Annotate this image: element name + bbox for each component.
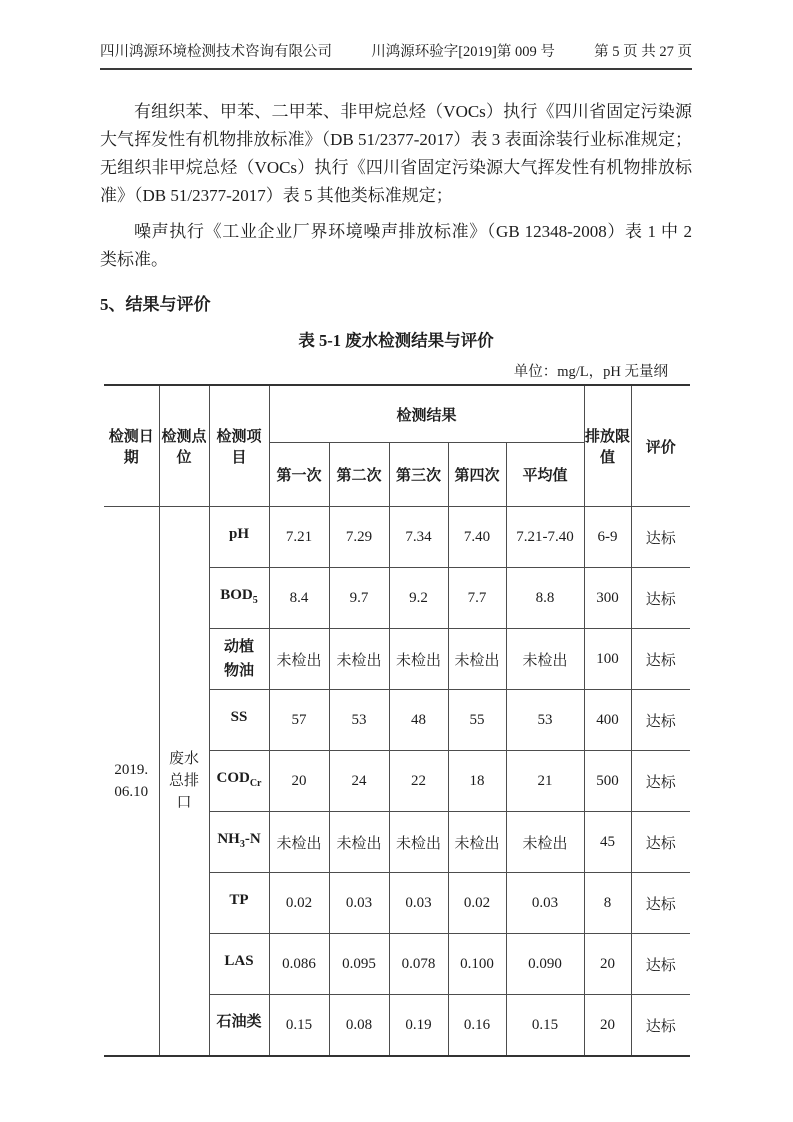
point-cell	[159, 507, 209, 1057]
eval-cell: 达标	[631, 568, 690, 629]
item-cell: 动植 物油	[209, 629, 269, 690]
page-header	[100, 40, 692, 70]
header-limit: 排放限值	[584, 385, 631, 507]
value-cell: 0.15	[269, 995, 329, 1057]
avg-cell: 未检出	[506, 629, 584, 690]
value-cell: 未检出	[389, 812, 448, 873]
value-cell: 7.40	[448, 507, 506, 568]
header-result-group: 检测结果	[269, 385, 584, 443]
value-cell: 57	[269, 690, 329, 751]
company-name: 四川鸿源环境检测技术咨询有限公司	[100, 44, 332, 60]
avg-cell: 未检出	[506, 812, 584, 873]
eval-cell: 达标	[631, 873, 690, 934]
avg-cell: 8.8	[506, 568, 584, 629]
avg-cell: 7.21-7.40	[506, 507, 584, 568]
header-avg: 平均值	[506, 443, 584, 507]
page-info: 第 5 页 共 27 页	[594, 44, 692, 60]
doc-number: 川鸿源环验字[2019]第 009 号	[371, 44, 555, 60]
value-cell: 7.7	[448, 568, 506, 629]
value-cell: 0.02	[269, 873, 329, 934]
header-run4: 第四次	[448, 443, 506, 507]
value-cell: 48	[389, 690, 448, 751]
header-run1: 第一次	[269, 443, 329, 507]
value-cell: 未检出	[329, 629, 389, 690]
header-date: 检测日期	[104, 385, 159, 507]
table-row-ph	[104, 507, 690, 568]
limit-cell: 45	[584, 812, 631, 873]
avg-cell: 21	[506, 751, 584, 812]
value-cell: 未检出	[389, 629, 448, 690]
avg-cell: 53	[506, 690, 584, 751]
value-cell: 0.03	[329, 873, 389, 934]
eval-cell: 达标	[631, 629, 690, 690]
header-run3: 第三次	[389, 443, 448, 507]
eval-cell: 达标	[631, 934, 690, 995]
value-cell: 0.08	[329, 995, 389, 1057]
header-evaluation: 评价	[631, 385, 690, 507]
point-label: 废水总排口	[168, 751, 199, 811]
limit-cell: 20	[584, 934, 631, 995]
value-cell: 未检出	[269, 629, 329, 690]
avg-cell: 0.090	[506, 934, 584, 995]
limit-cell: 100	[584, 629, 631, 690]
limit-cell: 500	[584, 751, 631, 812]
item-cell: TP	[209, 873, 269, 934]
value-cell: 未检出	[448, 629, 506, 690]
eval-cell: 达标	[631, 812, 690, 873]
value-cell: 0.03	[389, 873, 448, 934]
eval-cell: 达标	[631, 690, 690, 751]
limit-cell: 8	[584, 873, 631, 934]
value-cell: 0.16	[448, 995, 506, 1057]
avg-cell: 0.15	[506, 995, 584, 1057]
eval-cell: 达标	[631, 751, 690, 812]
item-cell: LAS	[209, 934, 269, 995]
value-cell: 未检出	[448, 812, 506, 873]
item-cell: SS	[209, 690, 269, 751]
value-cell: 8.4	[269, 568, 329, 629]
value-cell: 7.34	[389, 507, 448, 568]
eval-cell: 达标	[631, 507, 690, 568]
value-cell: 55	[448, 690, 506, 751]
value-cell: 未检出	[329, 812, 389, 873]
limit-cell: 400	[584, 690, 631, 751]
value-cell: 0.100	[448, 934, 506, 995]
value-cell: 20	[269, 751, 329, 812]
limit-cell: 6-9	[584, 507, 631, 568]
value-cell: 0.095	[329, 934, 389, 995]
item-cell: $NH_3-N$	[209, 812, 269, 873]
item-cell: 石油类	[209, 995, 269, 1057]
value-cell: 0.19	[389, 995, 448, 1057]
value-cell: 9.2	[389, 568, 448, 629]
limit-cell: 20	[584, 995, 631, 1057]
limit-cell: 300	[584, 568, 631, 629]
value-cell: 0.02	[448, 873, 506, 934]
item-cell: pH	[209, 507, 269, 568]
header-run2: 第二次	[329, 443, 389, 507]
paragraph-standards-vocs: 有组织苯、甲苯、二甲苯、非甲烷总烃（VOCs）执行《四川省固定污染源大气挥发性有机物排放标准》（DB 51/2377-2017）表 3 表面涂装行业标准规定；无组织非甲烷总烃（VOCs）执行《四川省固定污染源大气挥发性有机物排放标准》（DB 51/2377-2017）表 5 其他类标准规定；	[100, 102, 692, 205]
header-item: 检测项目	[209, 385, 269, 507]
value-cell: 9.7	[329, 568, 389, 629]
wastewater-results-table	[104, 384, 690, 1057]
value-cell: 24	[329, 751, 389, 812]
date-cell	[104, 507, 159, 1057]
value-cell: 22	[389, 751, 448, 812]
avg-cell: 0.03	[506, 873, 584, 934]
header-point: 检测点位	[159, 385, 209, 507]
date-line-2: 06.10	[114, 784, 149, 800]
eval-cell: 达标	[631, 995, 690, 1057]
value-cell: 18	[448, 751, 506, 812]
item-cell: $COD_{Cr}$	[209, 751, 269, 812]
value-cell: 未检出	[269, 812, 329, 873]
paragraph-standards-noise: 噪声执行《工业企业厂界环境噪声排放标准》（GB 12348-2008）表 1 中 2 类标准。	[100, 222, 692, 269]
table-title: 表 5-1 废水检测结果与评价	[298, 331, 494, 350]
page-content	[100, 40, 692, 1057]
value-cell: 53	[329, 690, 389, 751]
item-cell: $BOD_5$	[209, 568, 269, 629]
value-cell: 0.086	[269, 934, 329, 995]
section-heading: 5、结果与评价	[100, 295, 211, 314]
unit-note: 单位：mg/L，pH 无量纲	[513, 364, 668, 380]
value-cell: 0.078	[389, 934, 448, 995]
date-line-1: 2019.	[114, 762, 149, 778]
value-cell: 7.29	[329, 507, 389, 568]
value-cell: 7.21	[269, 507, 329, 568]
